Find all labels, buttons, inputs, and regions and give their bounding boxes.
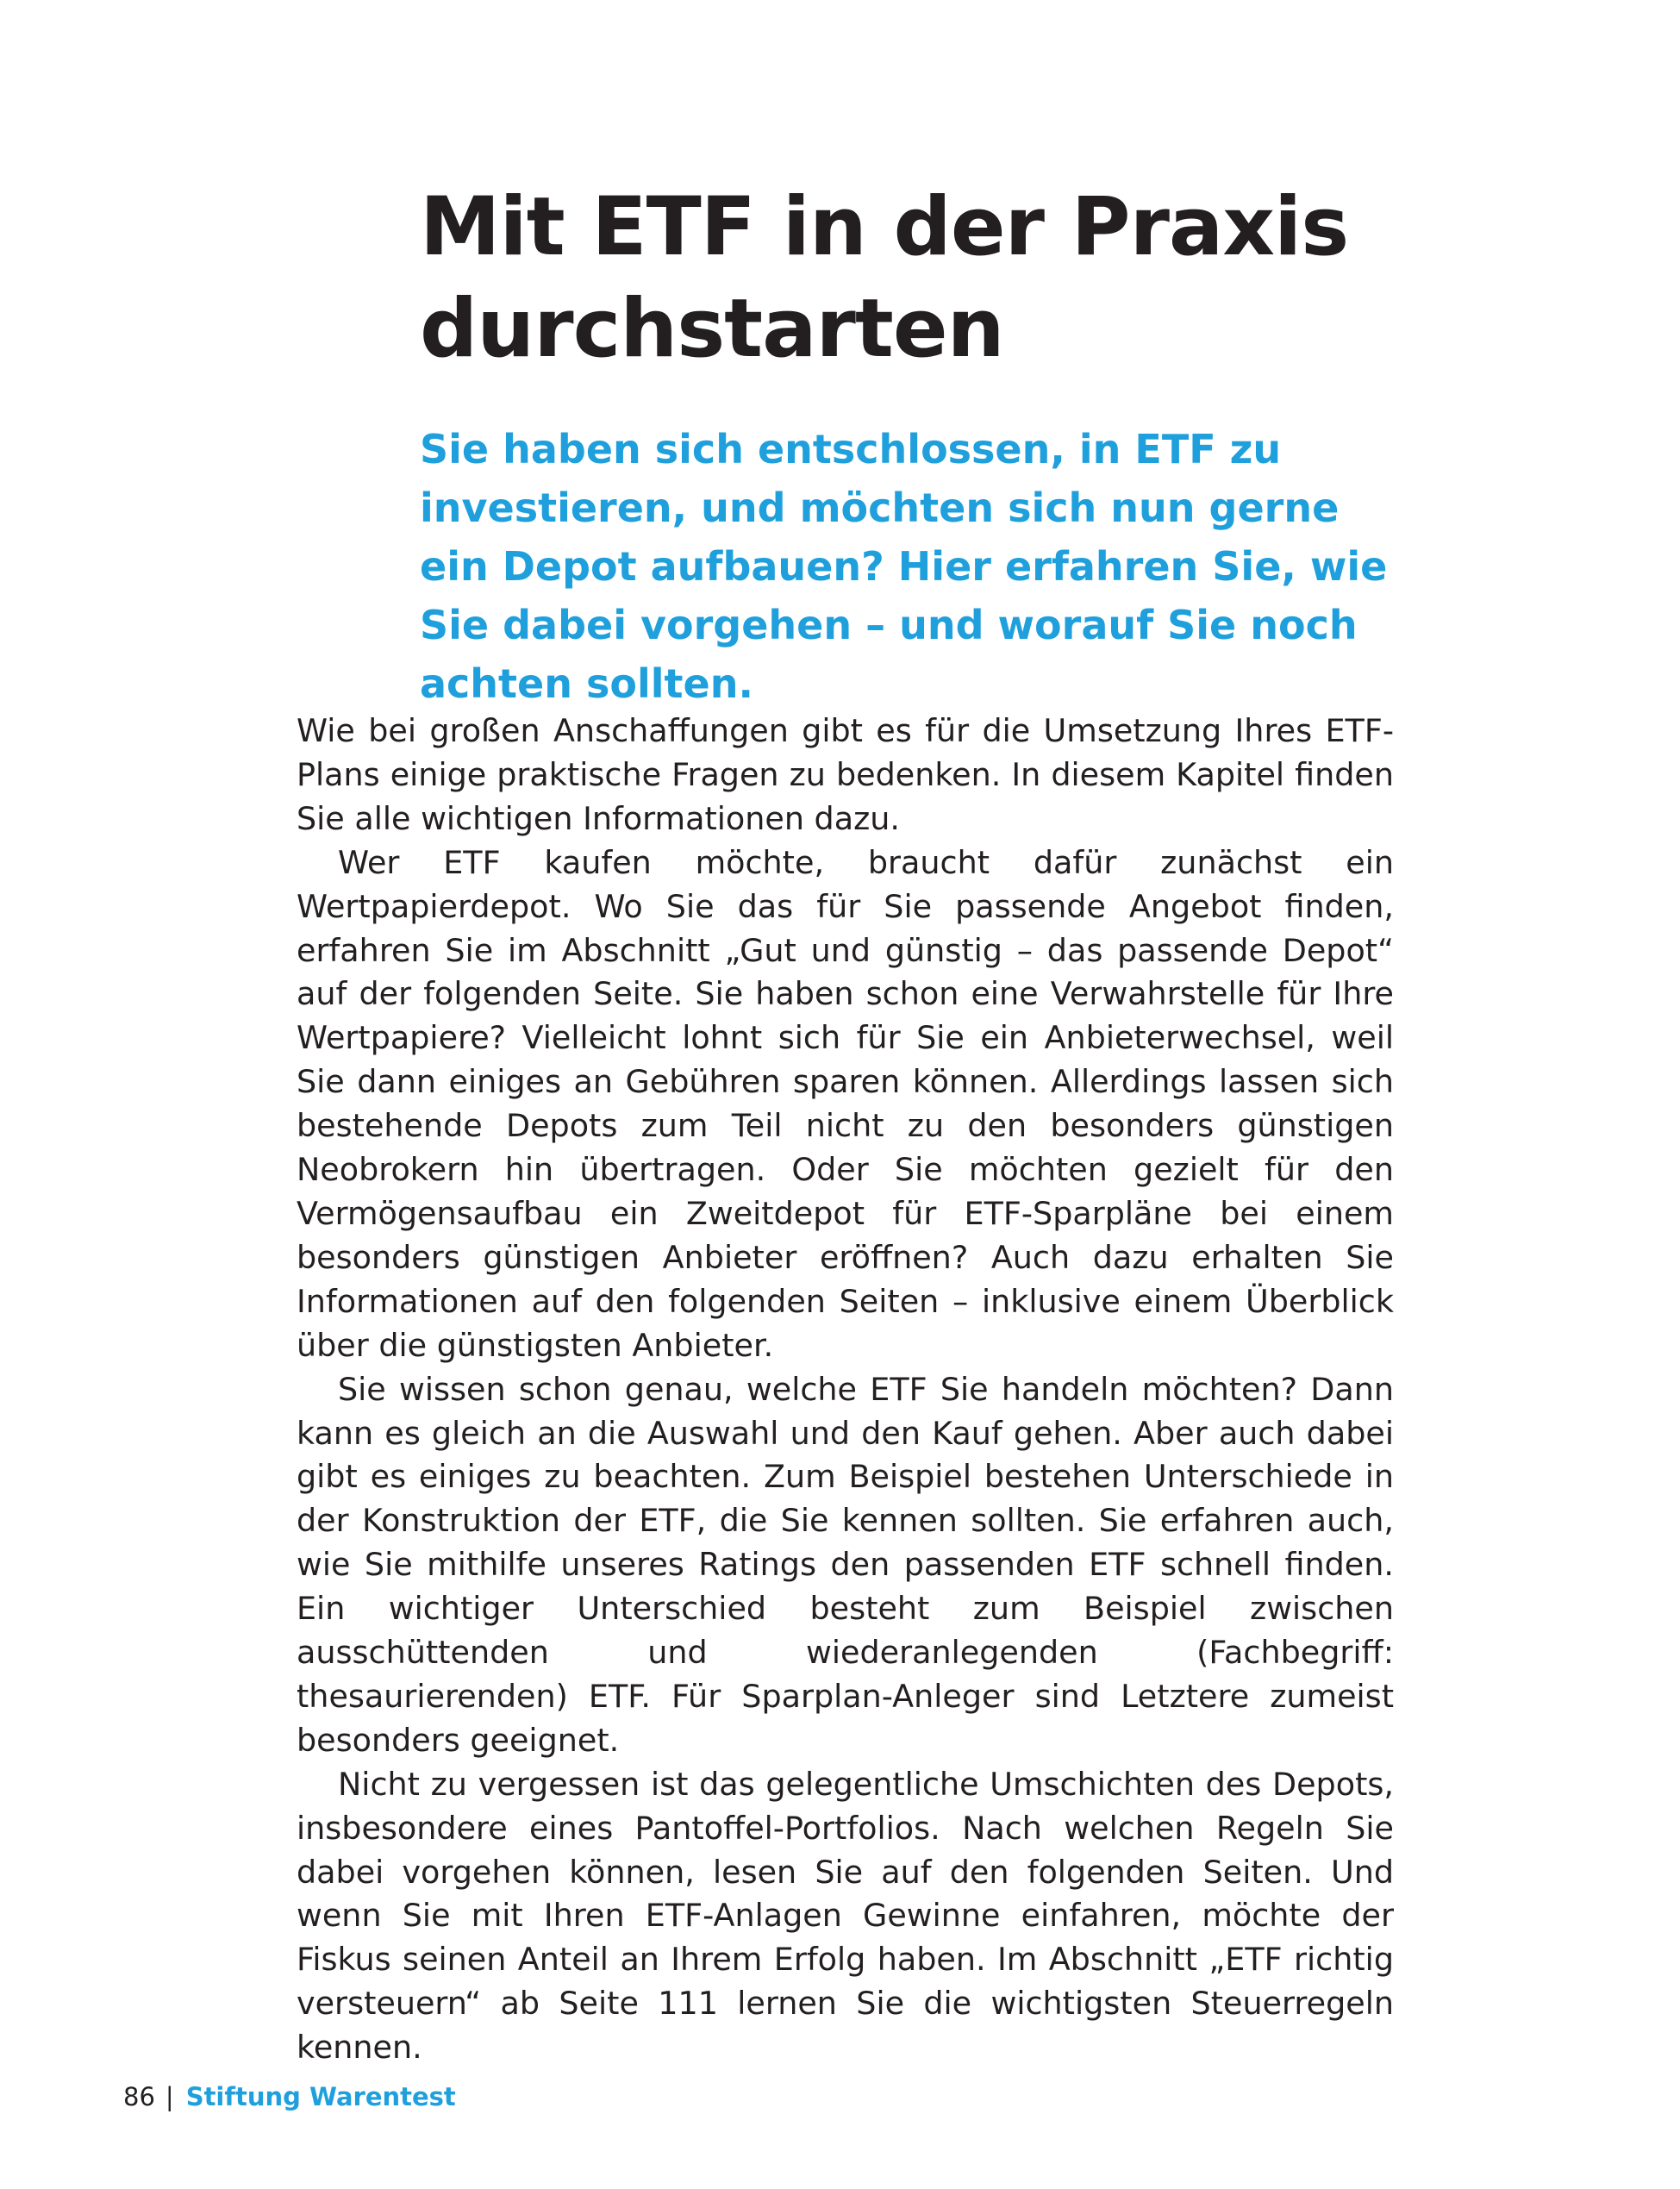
body-paragraph: Sie wissen schon genau, welche ETF Sie handeln möchten? Dann kann es gleich an die Auswahl und den Kauf gehen. Aber auch dabei gibt es einiges zu beachten. Zum Beispiel bestehen Unterschiede in der Konstruktion der ETF, die Sie kennen sollten. Sie erfahren auch, wie Sie mithilfe unseres Ratings den passenden ETF schnell finden. Ein wichtiger Unterschied besteht zum Beispiel zwischen ausschüttenden und wiederanlegenden (Fachbegriff: thesaurierenden) ETF. Für Sparplan-Anleger sind Letztere zumeist besonders geeignet. <box>297 1370 1394 1759</box>
body-text <box>297 710 1394 2070</box>
page-number: 86 <box>123 2082 155 2111</box>
chapter-title: Mit ETF in der Praxis durchstarten <box>420 180 1349 376</box>
page-footer <box>123 2080 456 2114</box>
body-paragraph: Wer ETF kaufen möchte, braucht dafür zunächst ein Wertpapierdepot. Wo Sie das für Sie passende Angebot finden, erfahren Sie im Abschnitt „Gut und günstig – das passende Depot“ auf der folgenden Seite. Sie haben schon eine Verwahrstelle für Ihre Wertpapiere? Vielleicht lohnt sich für Sie ein Anbieterwechsel, weil Sie dann einiges an Gebühren sparen können. Allerdings lassen sich bestehende Depots zum Teil nicht zu den besonders günstigen Neobrokern hin übertragen. Oder Sie möchten gezielt für den Vermögensaufbau ein Zweitdepot für ETF-Sparpläne bei einem besonders günstigen Anbieter eröffnen? Auch dazu erhalten Sie Informationen auf den folgenden Seiten – inklusive einem Überblick über die günstigsten Anbieter. <box>297 843 1394 1364</box>
chapter-lead: Sie haben sich entschlossen, in ETF zu investieren, und möchten sich nun gerne ein Depot aufbauen? Hier erfahren Sie, wie Sie dabei vorgehen – und worauf Sie noch achten sollten. <box>420 426 1388 707</box>
footer-separator: | <box>165 2082 174 2111</box>
body-paragraph: Wie bei großen Anschaffungen gibt es für die Umsetzung Ihres ETF-Plans einige praktische Fragen zu bedenken. In diesem Kapitel finden Sie alle wichtigen Informationen dazu. <box>297 712 1394 837</box>
publisher-name: Stiftung Warentest <box>185 2082 456 2111</box>
body-paragraph: Nicht zu vergessen ist das gelegentliche Umschichten des Depots, insbesondere eines Pantoffel-Portfolios. Nach welchen Regeln Sie dabei vorgehen können, lesen Sie auf den folgenden Seiten. Und wenn Sie mit Ihren ETF-Anlagen Gewinne einfahren, möchte der Fiskus seinen Anteil an Ihrem Erfolg haben. Im Abschnitt „ETF richtig versteuern“ ab Seite 111 lernen Sie die wichtigsten Steuerregeln kennen. <box>297 1765 1394 2067</box>
